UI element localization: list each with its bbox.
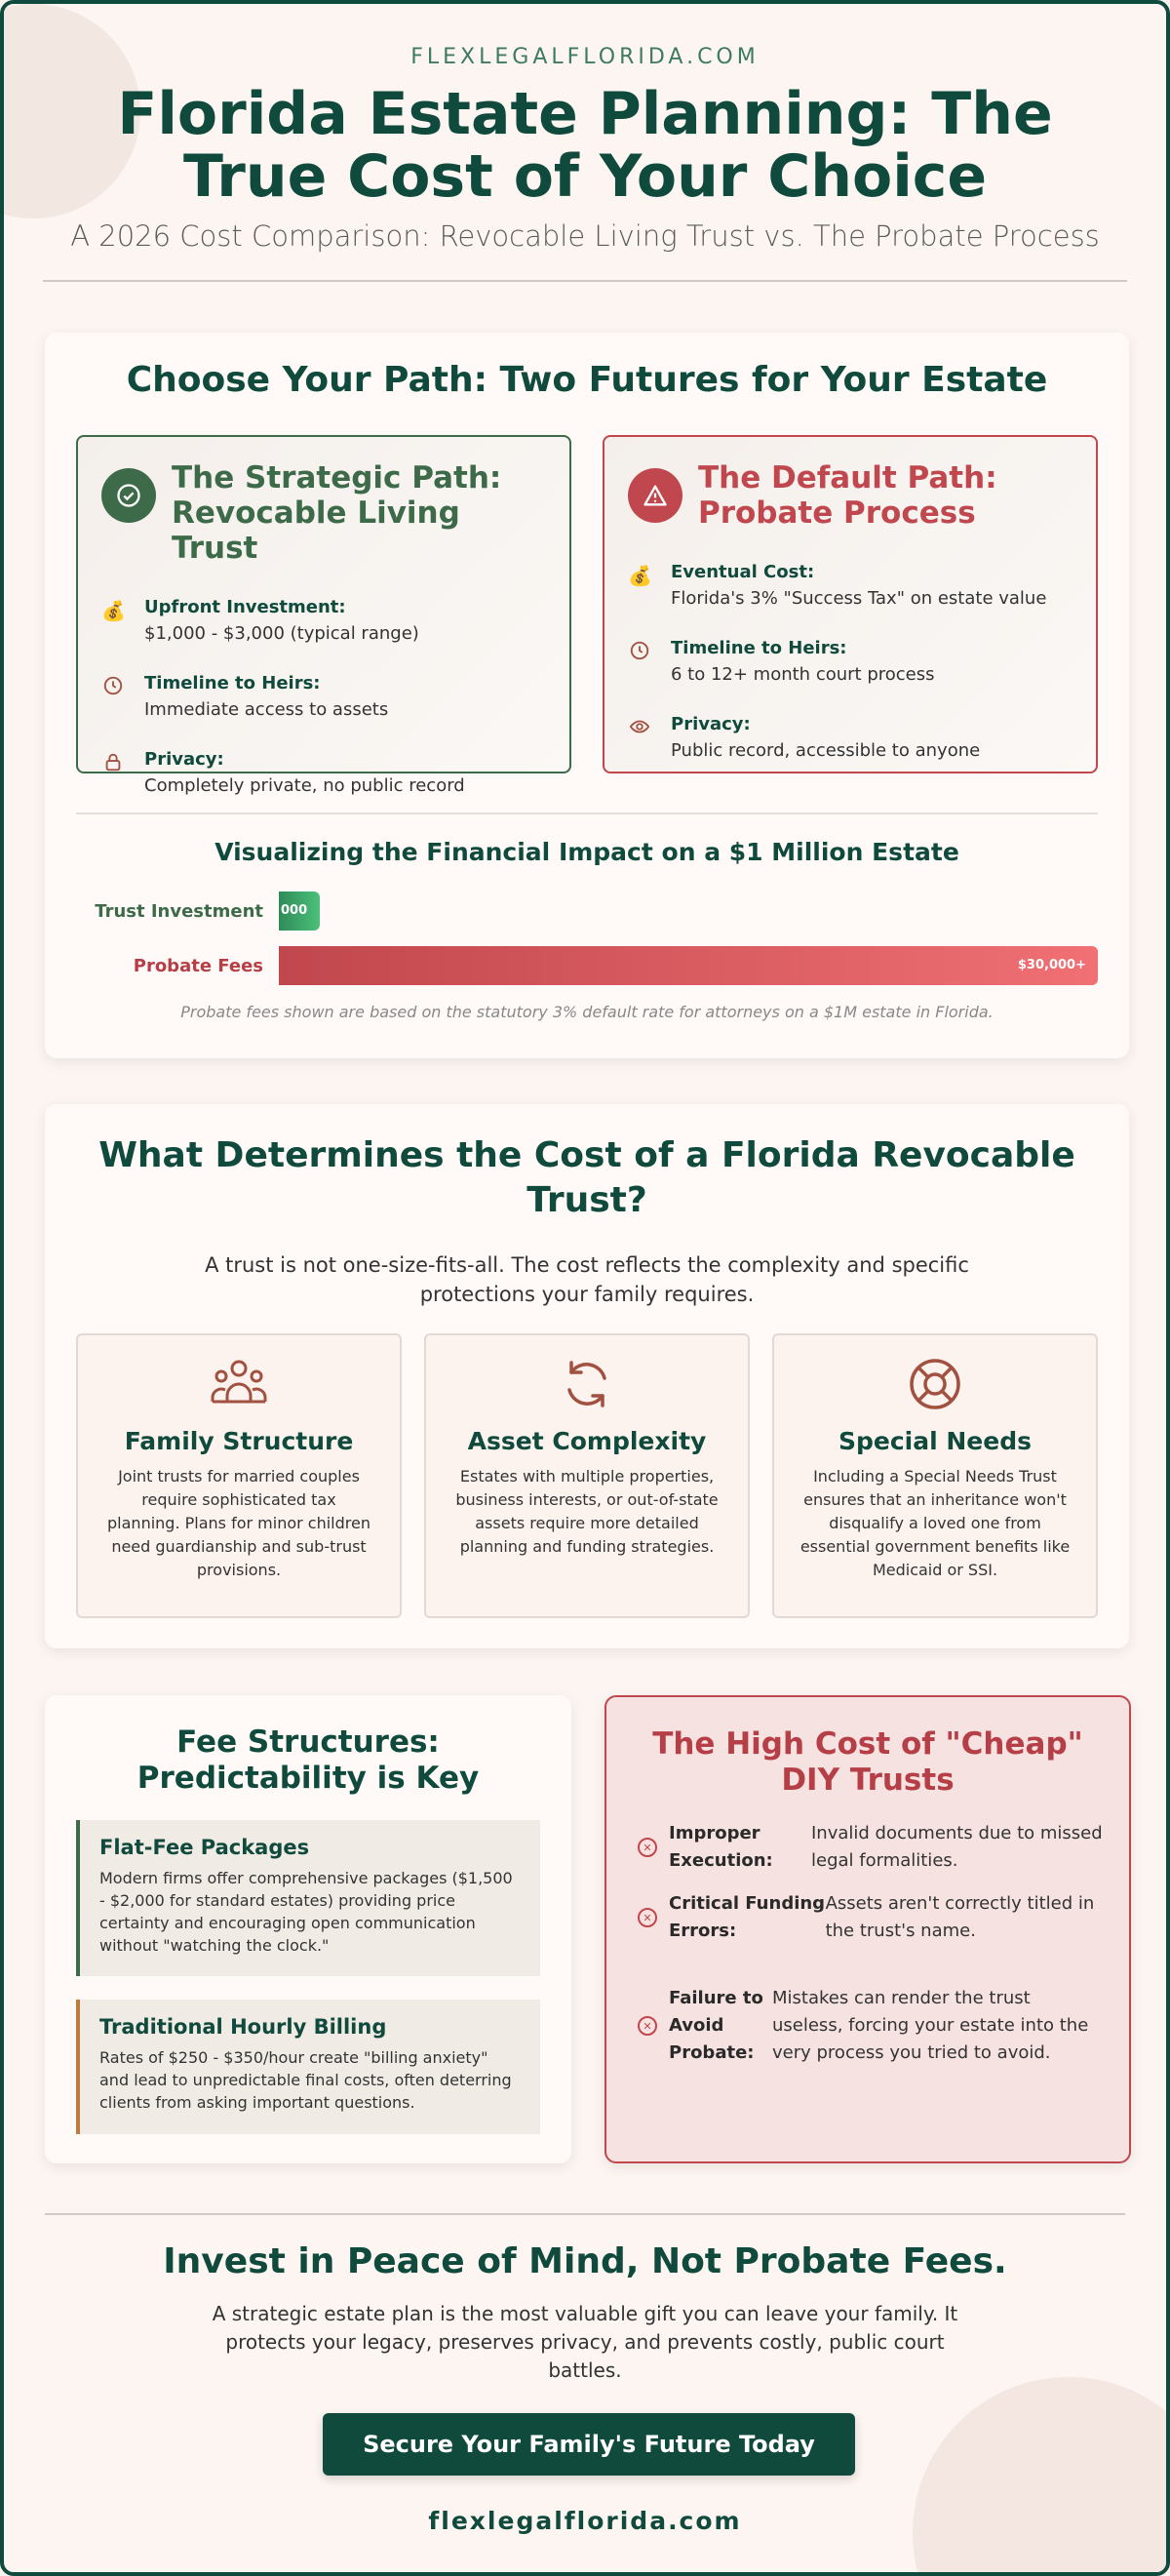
path-item: Privacy: Completely private, no public record	[78, 747, 569, 800]
divider	[45, 2213, 1125, 2215]
x-circle-icon: ✕	[638, 2016, 657, 2036]
flat-fee-box	[76, 1820, 540, 1976]
bar-label: Probate Fees	[133, 955, 263, 976]
risk-label: Critical Funding Errors:	[669, 1893, 826, 1941]
factor-title: Asset Complexity	[467, 1427, 707, 1455]
bar-value-label: 000	[281, 903, 308, 918]
factor-title: Family Structure	[124, 1427, 354, 1455]
section-title: Fee Structures: Predictability is Key	[136, 1724, 480, 1796]
header	[4, 4, 1166, 282]
money-bag-icon: 💰	[628, 564, 652, 587]
fee-title: Flat-Fee Packages	[99, 1836, 310, 1859]
default-path-card	[603, 435, 1098, 773]
section-title: What Determines the Cost of a Florida Revocable Trust?	[98, 1135, 1075, 1220]
factor-text: Estates with multiple properties, business interests, or out-of-state assets require more detailed planning and funding strategies.	[455, 1467, 719, 1556]
risk-label: Failure to Avoid Probate:	[669, 1988, 763, 2063]
paths-section	[45, 333, 1129, 1058]
bar-trust-investment	[279, 892, 320, 931]
cta-text: A strategic estate plan is the most valuable gift you can leave your family. It protects your legacy, preserves privacy, and prevents costly, public court battles.	[212, 2302, 958, 2382]
default-path-title: The Default Path: Probate Process	[698, 460, 997, 531]
risk-text: Assets aren't correctly titled in the trust's name.	[825, 1893, 1095, 1941]
bar-value-label: $30,000+	[1017, 958, 1086, 972]
hourly-billing-box	[76, 2000, 540, 2134]
check-circle-icon	[101, 468, 156, 523]
divider	[43, 280, 1127, 282]
strategic-path-card	[76, 435, 571, 796]
divider	[76, 812, 1098, 814]
secure-future-button[interactable]: Secure Your Family's Future Today	[323, 2413, 855, 2476]
clock-icon	[101, 675, 125, 724]
bar-probate-fees	[279, 946, 1098, 985]
section-title: Choose Your Path: Two Futures for Your Estate	[126, 360, 1048, 400]
path-item: 💰 Upfront Investment: $1,000 - $3,000 (typical range)	[78, 595, 569, 648]
bar-track	[279, 946, 1098, 985]
factor-card	[424, 1333, 750, 1618]
path-item: 💰 Eventual Cost: Florida's 3% "Success Tax" on estate value	[604, 560, 1096, 613]
path-item: Timeline to Heirs: 6 to 12+ month court process	[604, 636, 1096, 689]
visual-note: Probate fees shown are based on the statutory 3% default rate for attorneys on a $1M estate in Florida.	[180, 1003, 994, 1021]
risk-text: Mistakes can render the trust useless, forcing your estate into the very process you tried to avoid.	[772, 1988, 1089, 2063]
refresh-icon	[451, 1357, 722, 1413]
factor-text: Joint trusts for married couples require sophisticated tax planning. Plans for minor children need guardianship and sub-trust provisions.	[107, 1467, 370, 1579]
site-name: FLEXLEGALFLORIDA.COM	[410, 45, 760, 69]
visual-title: Visualizing the Financial Impact on a $1 Million Estate	[214, 838, 959, 866]
section-title: The High Cost of "Cheap" DIY Trusts	[652, 1726, 1083, 1798]
bar-track	[279, 892, 1098, 931]
warning-icon	[628, 468, 682, 523]
factor-card	[76, 1333, 402, 1618]
fee-text: Rates of $250 - $350/hour create "billing anxiety" and lead to unpredictable final costs, often deterring clients from asking important questions.	[99, 2048, 512, 2112]
path-item: Privacy: Public record, accessible to anyone	[604, 712, 1096, 765]
x-circle-icon: ✕	[638, 1838, 657, 1857]
cost-factors-section	[45, 1104, 1129, 1648]
decorative-circle	[913, 2377, 1170, 2576]
section-intro: A trust is not one-size-fits-all. The cost reflects the complexity and specific protections your family requires.	[205, 1253, 969, 1306]
factor-card	[772, 1333, 1098, 1618]
strategic-path-title: The Strategic Path: Revocable Living Trust	[172, 460, 502, 566]
path-item: Timeline to Heirs: Immediate access to assets	[78, 671, 569, 724]
risk-label: Improper Execution:	[669, 1823, 773, 1871]
risk-item	[638, 1820, 1106, 1875]
family-icon	[103, 1357, 374, 1413]
risk-text: Invalid documents due to missed legal formalities.	[811, 1823, 1103, 1871]
cta-title: Invest in Peace of Mind, Not Probate Fees.	[163, 2241, 1007, 2281]
bar-row-trust	[76, 892, 1098, 931]
clock-icon	[628, 640, 651, 689]
footer-site-link[interactable]: flexlegalflorida.com	[428, 2507, 742, 2535]
lock-icon	[101, 751, 125, 800]
fee-structures-section	[45, 1695, 571, 2163]
lifebuoy-icon	[800, 1357, 1071, 1413]
risk-item	[638, 1985, 1106, 2067]
page-subtitle: A 2026 Cost Comparison: Revocable Living Trust vs. The Probate Process	[70, 219, 1100, 253]
diy-risks-section	[604, 1695, 1131, 2163]
bar-row-probate	[76, 946, 1098, 985]
factor-text: Including a Special Needs Trust ensures that an inheritance won't disqualify a loved one from essential government benefits like Medicaid or SSI.	[800, 1467, 1071, 1579]
fee-title: Traditional Hourly Billing	[99, 2015, 387, 2039]
bar-label: Trust Investment	[95, 900, 263, 922]
x-circle-icon: ✕	[638, 1908, 657, 1927]
factor-title: Special Needs	[838, 1427, 1032, 1455]
fee-text: Modern firms offer comprehensive packages ($1,500 - $2,000 for standard estates) providing price certainty and encouraging open communication without "watching the clock."	[99, 1869, 513, 1955]
page-title: Florida Estate Planning: The True Cost of Your Choice	[117, 80, 1053, 211]
money-bag-icon: 💰	[101, 599, 126, 622]
risk-item	[638, 1890, 1106, 1945]
eye-icon	[628, 716, 651, 765]
